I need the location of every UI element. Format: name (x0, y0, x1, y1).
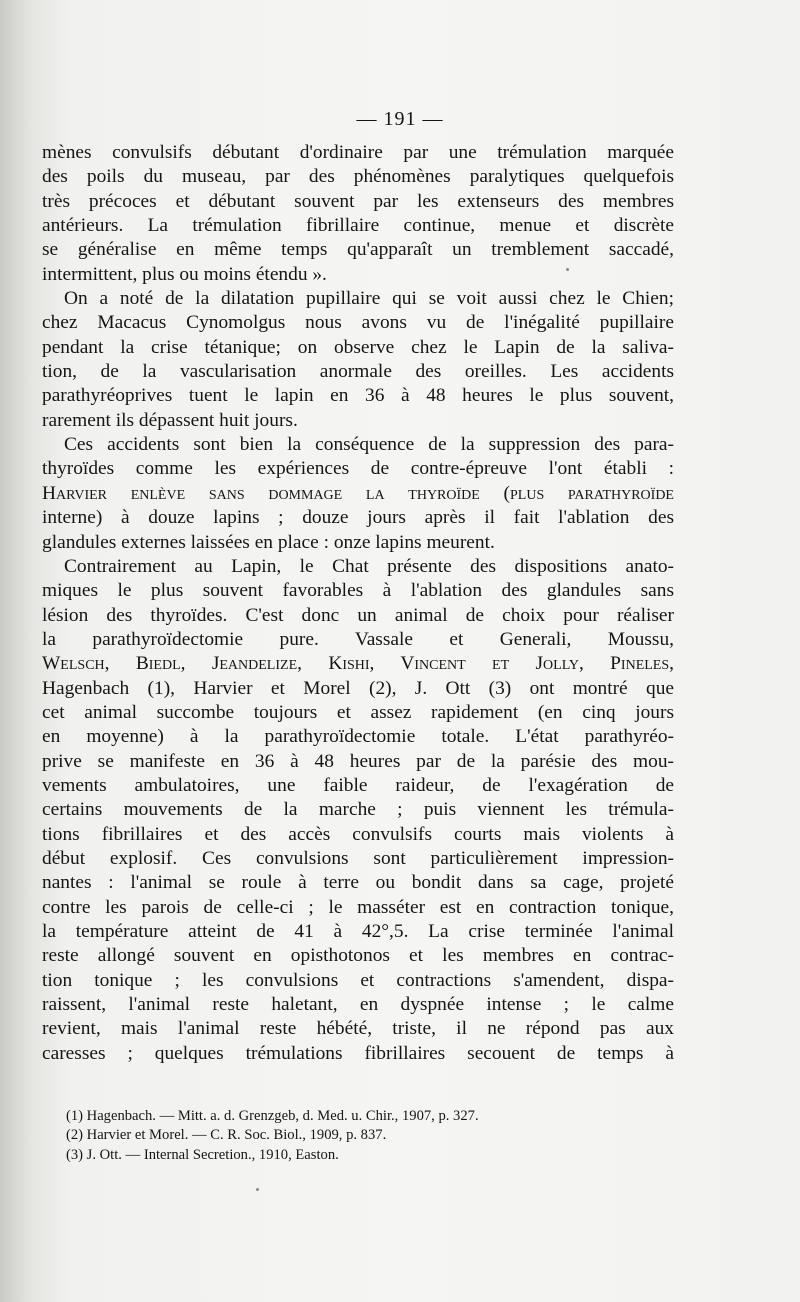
text-line: prive se manifeste en 36 à 48 heures par de la parésie des mou- (42, 750, 674, 772)
text-line: Hagenbach (1), Harvier et Morel (2), J. Ott (3) ont montré que (42, 677, 674, 699)
text-line: tions fibrillaires et des accès convulsifs courts mais violents à (42, 823, 674, 845)
text-line: début explosif. Ces convulsions sont particulièrement impression- (42, 847, 674, 869)
text-line: en moyenne) à la parathyroïdectomie totale. L'état parathyréo- (42, 726, 674, 748)
text-line: Harvier enlève sans dommage la thyroïde (plus parathyroïde (42, 482, 674, 504)
text-line: très précoces et débutant souvent par les extenseurs des membres (42, 190, 674, 212)
text-line: pendant la crise tétanique; on observe chez le Lapin de la saliva- (42, 336, 674, 358)
text-line: Welsch, Biedl, Jeandelize, Kishi, Vincent et Jolly, Pineles, (42, 653, 674, 675)
text-line: la parathyroïdectomie pure. Vassale et Generali, Moussu, (42, 628, 674, 650)
text-line: On a noté de la dilatation pupillaire qui se voit aussi chez le Chien; (64, 288, 674, 310)
text-line: vements ambulatoires, une faible raideur, de l'exagération de (42, 774, 674, 796)
text-line: raissent, l'animal reste haletant, en dyspnée intense ; le calme (42, 994, 674, 1016)
scan-speck (566, 268, 569, 271)
text-line: rarement ils dépassent huit jours. (42, 409, 298, 431)
text-line: caresses ; quelques trémulations fibrillaires secouent de temps à (42, 1042, 674, 1064)
footnote: (2) Harvier et Morel. — C. R. Soc. Biol., 1909, p. 837. (66, 1127, 387, 1144)
text-line: miques le plus souvent favorables à l'ablation des glandules sans (42, 580, 674, 602)
text-line: glandules externes laissées en place : onze lapins meurent. (42, 531, 495, 553)
text-line: se généralise en même temps qu'apparaît un tremblement saccadé, (42, 239, 674, 261)
scan-speck (256, 1188, 259, 1191)
text-line: interne) à douze lapins ; douze jours après il fait l'ablation des (42, 507, 674, 529)
text-line: la température atteint de 41 à 42°,5. La crise terminée l'animal (42, 921, 674, 942)
body-text (42, 141, 674, 1066)
text-line: tion, de la vascularisation anormale des oreilles. Les accidents (42, 361, 674, 383)
text-line: certains mouvements de la marche ; puis viennent les trémula- (42, 799, 674, 821)
text-line: cet animal succombe toujours et assez rapidement (en cinq jours (42, 701, 674, 723)
text-line: nantes : l'animal se roule à terre ou bondit dans sa cage, projeté (42, 872, 674, 894)
text-line: lésion des thyroïdes. C'est donc un animal de choix pour réaliser (42, 604, 674, 626)
text-line: tion tonique ; les convulsions et contractions s'amendent, dispa- (42, 969, 674, 991)
text-line: mènes convulsifs débutant d'ordinaire par une trémulation marquée (42, 142, 674, 163)
page-number: — 191 — (356, 108, 444, 130)
text-line: des poils du museau, par des phénomènes paralytiques quelquefois (42, 166, 674, 188)
text-line: thyroïdes comme les expériences de contre-épreuve l'ont établi : (42, 458, 674, 480)
footnote: (1) Hagenbach. — Mitt. a. d. Grenzgeb, d. Med. u. Chir., 1907, p. 327. (66, 1108, 479, 1124)
text-line: parathyréoprives tuent le lapin en 36 à 48 heures le plus souvent, (42, 385, 674, 407)
text-line: Ces accidents sont bien la conséquence de la suppression des para- (64, 434, 674, 456)
text-line: revient, mais l'animal reste hébété, triste, il ne répond pas aux (42, 1018, 674, 1040)
footnotes (66, 1107, 706, 1165)
text-line: contre les parois de celle-ci ; le masséter est en contraction tonique, (42, 896, 674, 918)
text-line: Contrairement au Lapin, le Chat présente des dispositions anato- (64, 555, 674, 577)
text-line: antérieurs. La trémulation fibrillaire continue, menue et discrète (42, 215, 674, 237)
text-line: intermittent, plus ou moins étendu ». (42, 263, 327, 285)
text-line: chez Macacus Cynomolgus nous avons vu de l'inégalité pupillaire (42, 312, 674, 334)
footnote: (3) J. Ott. — Internal Secretion., 1910, Easton. (66, 1146, 339, 1163)
text-line: reste allongé souvent en opisthotonos et les membres en contrac- (42, 945, 674, 967)
